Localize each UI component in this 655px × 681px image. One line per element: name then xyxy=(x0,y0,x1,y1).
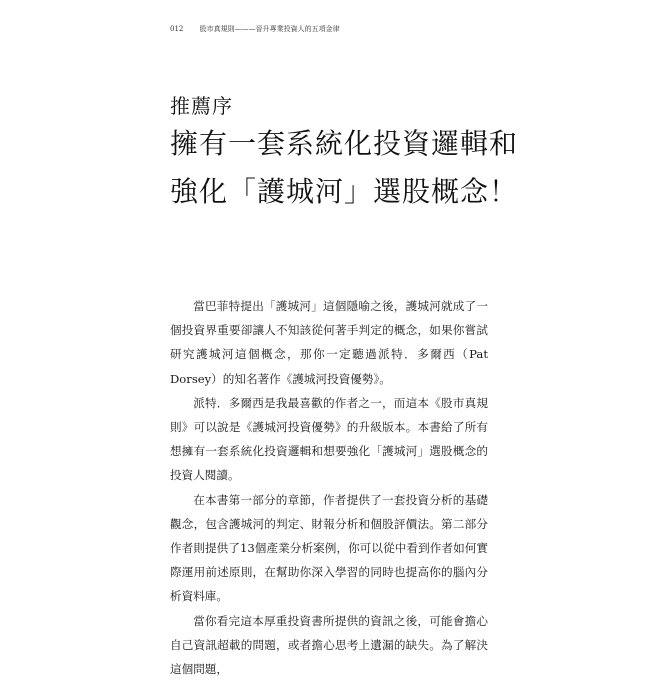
section-label: 推薦序 xyxy=(170,94,233,118)
paragraph: 派特．多爾西是我最喜歡的作者之一，而這本《股市真規則》可以說是《護城河投資優勢》的升級版本。本書給了所有想擁有一套系統化投資邏輯和想要強化「護城河」選股概念的投資人閱讀。 xyxy=(170,395,488,483)
paragraph: 在本書第一部分的章節，作者提供了一套投資分析的基礎觀念，包含護城河的判定、財報分析和個股評價法。第二部分作者則提供了13個產業分析案例，你可以從中看到作者如何實際運用前述原則，在幫助你深入學習的同時也提高你的腦內分析資料庫。 xyxy=(170,492,488,604)
title-line: 強化「護城河」選股概念！ xyxy=(170,175,519,208)
page-number: 012 xyxy=(170,25,184,33)
paragraph: 當你看完這本厚重投資書所提供的資訊之後，可能會擔心自己資訊超載的問題，或者擔心思考上遺漏的缺失。為了解決這個問題， xyxy=(170,613,488,677)
title-line: 擁有一套系統化投資邏輯和 xyxy=(170,127,519,160)
body-text xyxy=(170,294,488,681)
running-head xyxy=(170,24,340,34)
running-head-title: 股市真規則———晉升專業投資人的五項金律 xyxy=(199,25,340,33)
paragraph: 當巴菲特提出「護城河」這個隱喻之後，護城河就成了一個投資界重要卻讓人不知該從何著手判定的概念，如果你嘗試研究護城河這個概念，那你一定聽過派特．多爾西（Pat Dorsey）的知名著作《護城河投資優勢》。 xyxy=(170,299,488,386)
chapter-title xyxy=(170,120,519,216)
